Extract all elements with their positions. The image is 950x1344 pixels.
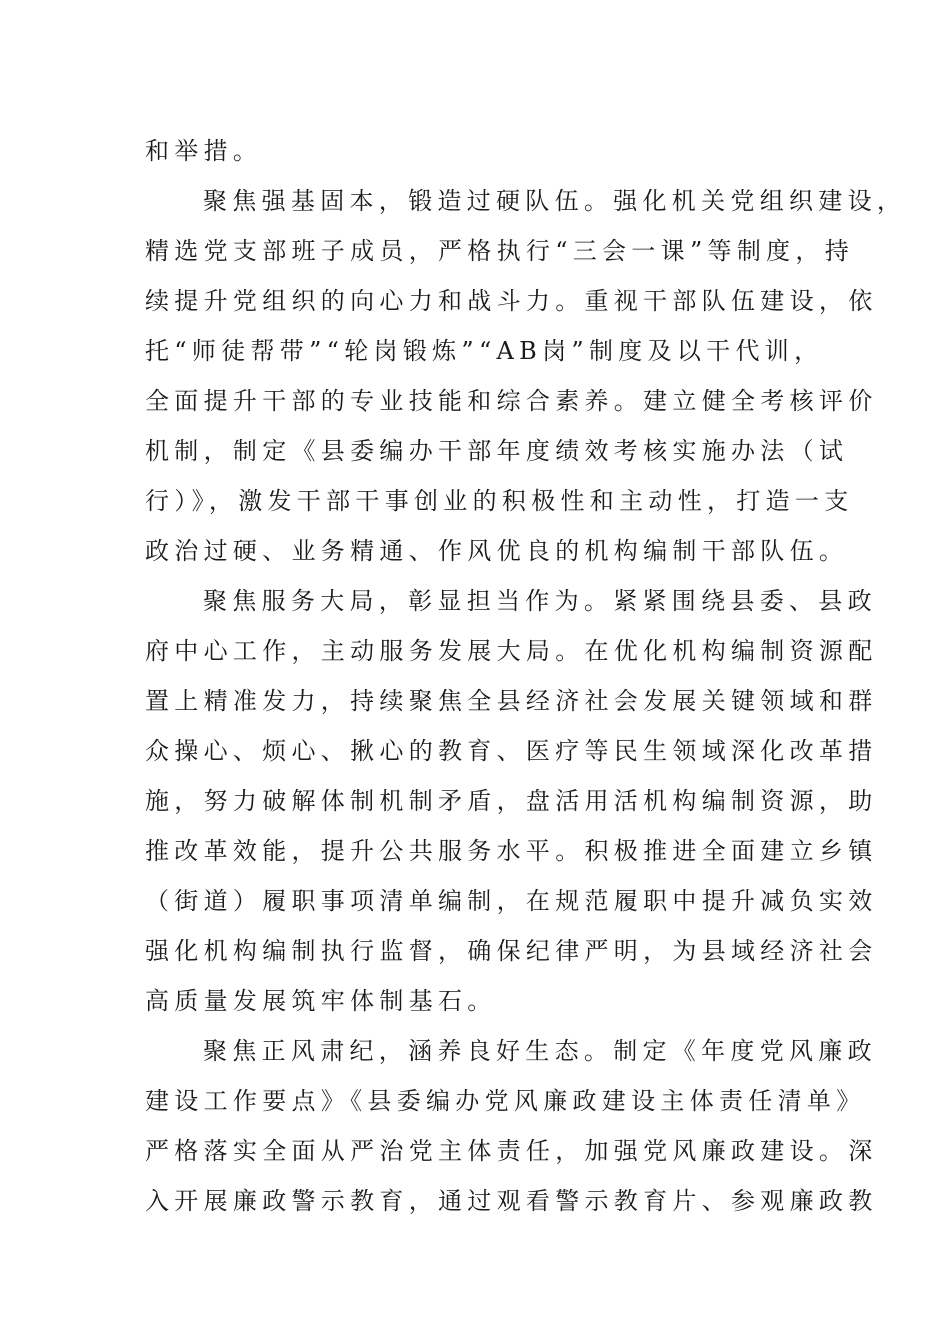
text-line: 精选党支部班子成员，严格执行“三会一课”等制度，持: [145, 237, 855, 265]
paragraph-first-line: 聚焦正风肃纪，涵养良好生态。制定《年度党风廉政: [203, 1037, 877, 1065]
text-line: 全面提升干部的专业技能和综合素养。建立健全考核评价: [145, 387, 878, 415]
text-line: 机制，制定《县委编办干部年度绩效考核实施办法（试: [145, 437, 849, 465]
text-line: 和举措。: [145, 137, 263, 165]
text-line: 行）》，激发干部干事创业的积极性和主动性，打造一支: [145, 487, 854, 515]
text-line: 入开展廉政警示教育，通过观看警示教育片、参观廉政教: [145, 1187, 878, 1215]
text-line: 众操心、烦心、揪心的教育、医疗等民生领域深化改革措: [145, 737, 878, 765]
text-line: 续提升党组织的向心力和战斗力。重视干部队伍建设，依: [145, 287, 878, 315]
text-line: （街道）履职事项清单编制，在规范履职中提升减负实效: [145, 887, 878, 915]
text-line: 建设工作要点》《县委编办党风廉政建设主体责任清单》: [145, 1087, 866, 1115]
text-line: 置上精准发力，持续聚焦全县经济社会发展关键领域和群: [145, 687, 878, 715]
text-line: 强化机构编制执行监督，确保纪律严明，为县域经济社会: [145, 937, 878, 965]
document-body: [145, 126, 907, 1226]
text-line: 施，努力破解体制机制矛盾，盘活用活机构编制资源，助: [145, 787, 878, 815]
text-line: 托“师徒帮带”“轮岗锻炼”“AB岗”制度及以干代训，: [145, 337, 824, 365]
text-line: 府中心工作，主动服务发展大局。在优化机构编制资源配: [145, 637, 878, 665]
paragraph-first-line: 聚焦强基固本，锻造过硬队伍。强化机关党组织建设，: [203, 187, 907, 215]
text-line: 推改革效能，提升公共服务水平。积极推进全面建立乡镇: [145, 837, 878, 865]
paragraph-first-line: 聚焦服务大局，彰显担当作为。紧紧围绕县委、县政: [203, 587, 877, 615]
text-line: 严格落实全面从严治党主体责任，加强党风廉政建设。深: [145, 1137, 878, 1165]
text-line: 政治过硬、业务精通、作风优良的机构编制干部队伍。: [145, 537, 849, 565]
text-line: 高质量发展筑牢体制基石。: [145, 987, 497, 1015]
